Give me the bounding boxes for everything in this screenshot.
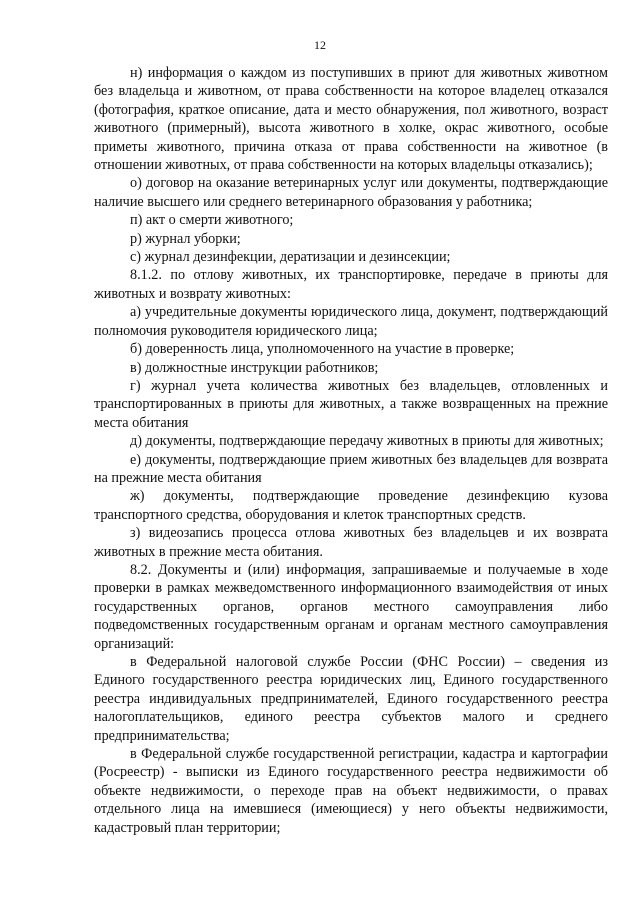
paragraph-a-founding-documents: а) учредительные документы юридического лица, документ, подтверждающий полномочия руководителя юридического лица; <box>94 304 608 339</box>
paragraph-g-capture-log: г) журнал учета количества животных без владельцев, отловленных и транспортированных в приюты для животных, а также возвращенных на прежние места обитания <box>94 377 608 431</box>
paragraph-8-2-interagency: 8.2. Документы и (или) информация, запрашиваемые и получаемые в ходе проверки в рамках межведомственного информационного взаимодействия от иных государственных органов, органов местного самоуправления либо подведомственных государственным органам и органам местного самоуправления организаций: <box>94 561 608 652</box>
paragraph-r-cleaning-log: р) журнал уборки; <box>130 230 241 247</box>
paragraph-d-transfer-documents: д) документы, подтверждающие передачу животных в приюты для животных; <box>130 433 604 450</box>
paragraph-e-reception-documents: е) документы, подтверждающие прием животных без владельцев для возврата на прежние места обитания <box>94 451 608 486</box>
paragraph-s-disinfection-log: с) журнал дезинфекции, дератизации и дезинсекции; <box>130 249 451 266</box>
paragraph-z-video-recording: з) видеозапись процесса отлова животных без владельцев и их возврата животных в прежние места обитания. <box>94 525 608 560</box>
paragraph-v-job-instructions: в) должностные инструкции работников; <box>130 359 379 376</box>
document-body <box>94 64 608 837</box>
paragraph-fns-registries: в Федеральной налоговой службе России (ФНС России) – сведения из Единого государственного реестра юридических лиц, Единого государственного реестра индивидуальных предпринимателей, Единого государственного реестра налогоплательщиков, единого реестра субъектов малого и среднего предпринимательства; <box>94 654 608 744</box>
paragraph-n-animal-info: н) информация о каждом из поступивших в приют для животных животном без владельца и животном, от права собственности на которое владелец отказался (фотография, краткое описание, дата и место обнаружения, пол животного, возраст животного (примерный), высота животного в холке, окрас животного, особые приметы животного, причина отказа от права собственности на животное (в отношении животных, от права собственности на которых владельцы отказались); <box>94 65 608 174</box>
paragraph-rosreestr-extracts: в Федеральной службе государственной регистрации, кадастра и картографии (Росреестр) - выписки из Единого государственного реестра недвижимости об объекте недвижимости, о переходе прав на объект недвижимости, о правах отдельного лица на имевшиеся (имеющиеся) у него объекты недвижимости, кадастровый план территории; <box>94 746 608 836</box>
paragraph-8-1-2-heading: 8.1.2. по отлову животных, их транспортировке, передаче в приюты для животных и возврату животных: <box>94 267 608 302</box>
paragraph-o-vet-contract: о) договор на оказание ветеринарных услуг или документы, подтверждающие наличие высшего или среднего ветеринарного образования у работника; <box>94 175 608 210</box>
page-number: 12 <box>314 38 326 52</box>
paragraph-b-power-of-attorney: б) доверенность лица, уполномоченного на участие в проверке; <box>130 341 515 358</box>
paragraph-p-death-act: п) акт о смерти животного; <box>130 212 294 229</box>
paragraph-zh-vehicle-disinfection: ж) документы, подтверждающие проведение дезинфекцию кузова транспортного средства, оборудования и клеток транспортных средств. <box>94 488 608 523</box>
